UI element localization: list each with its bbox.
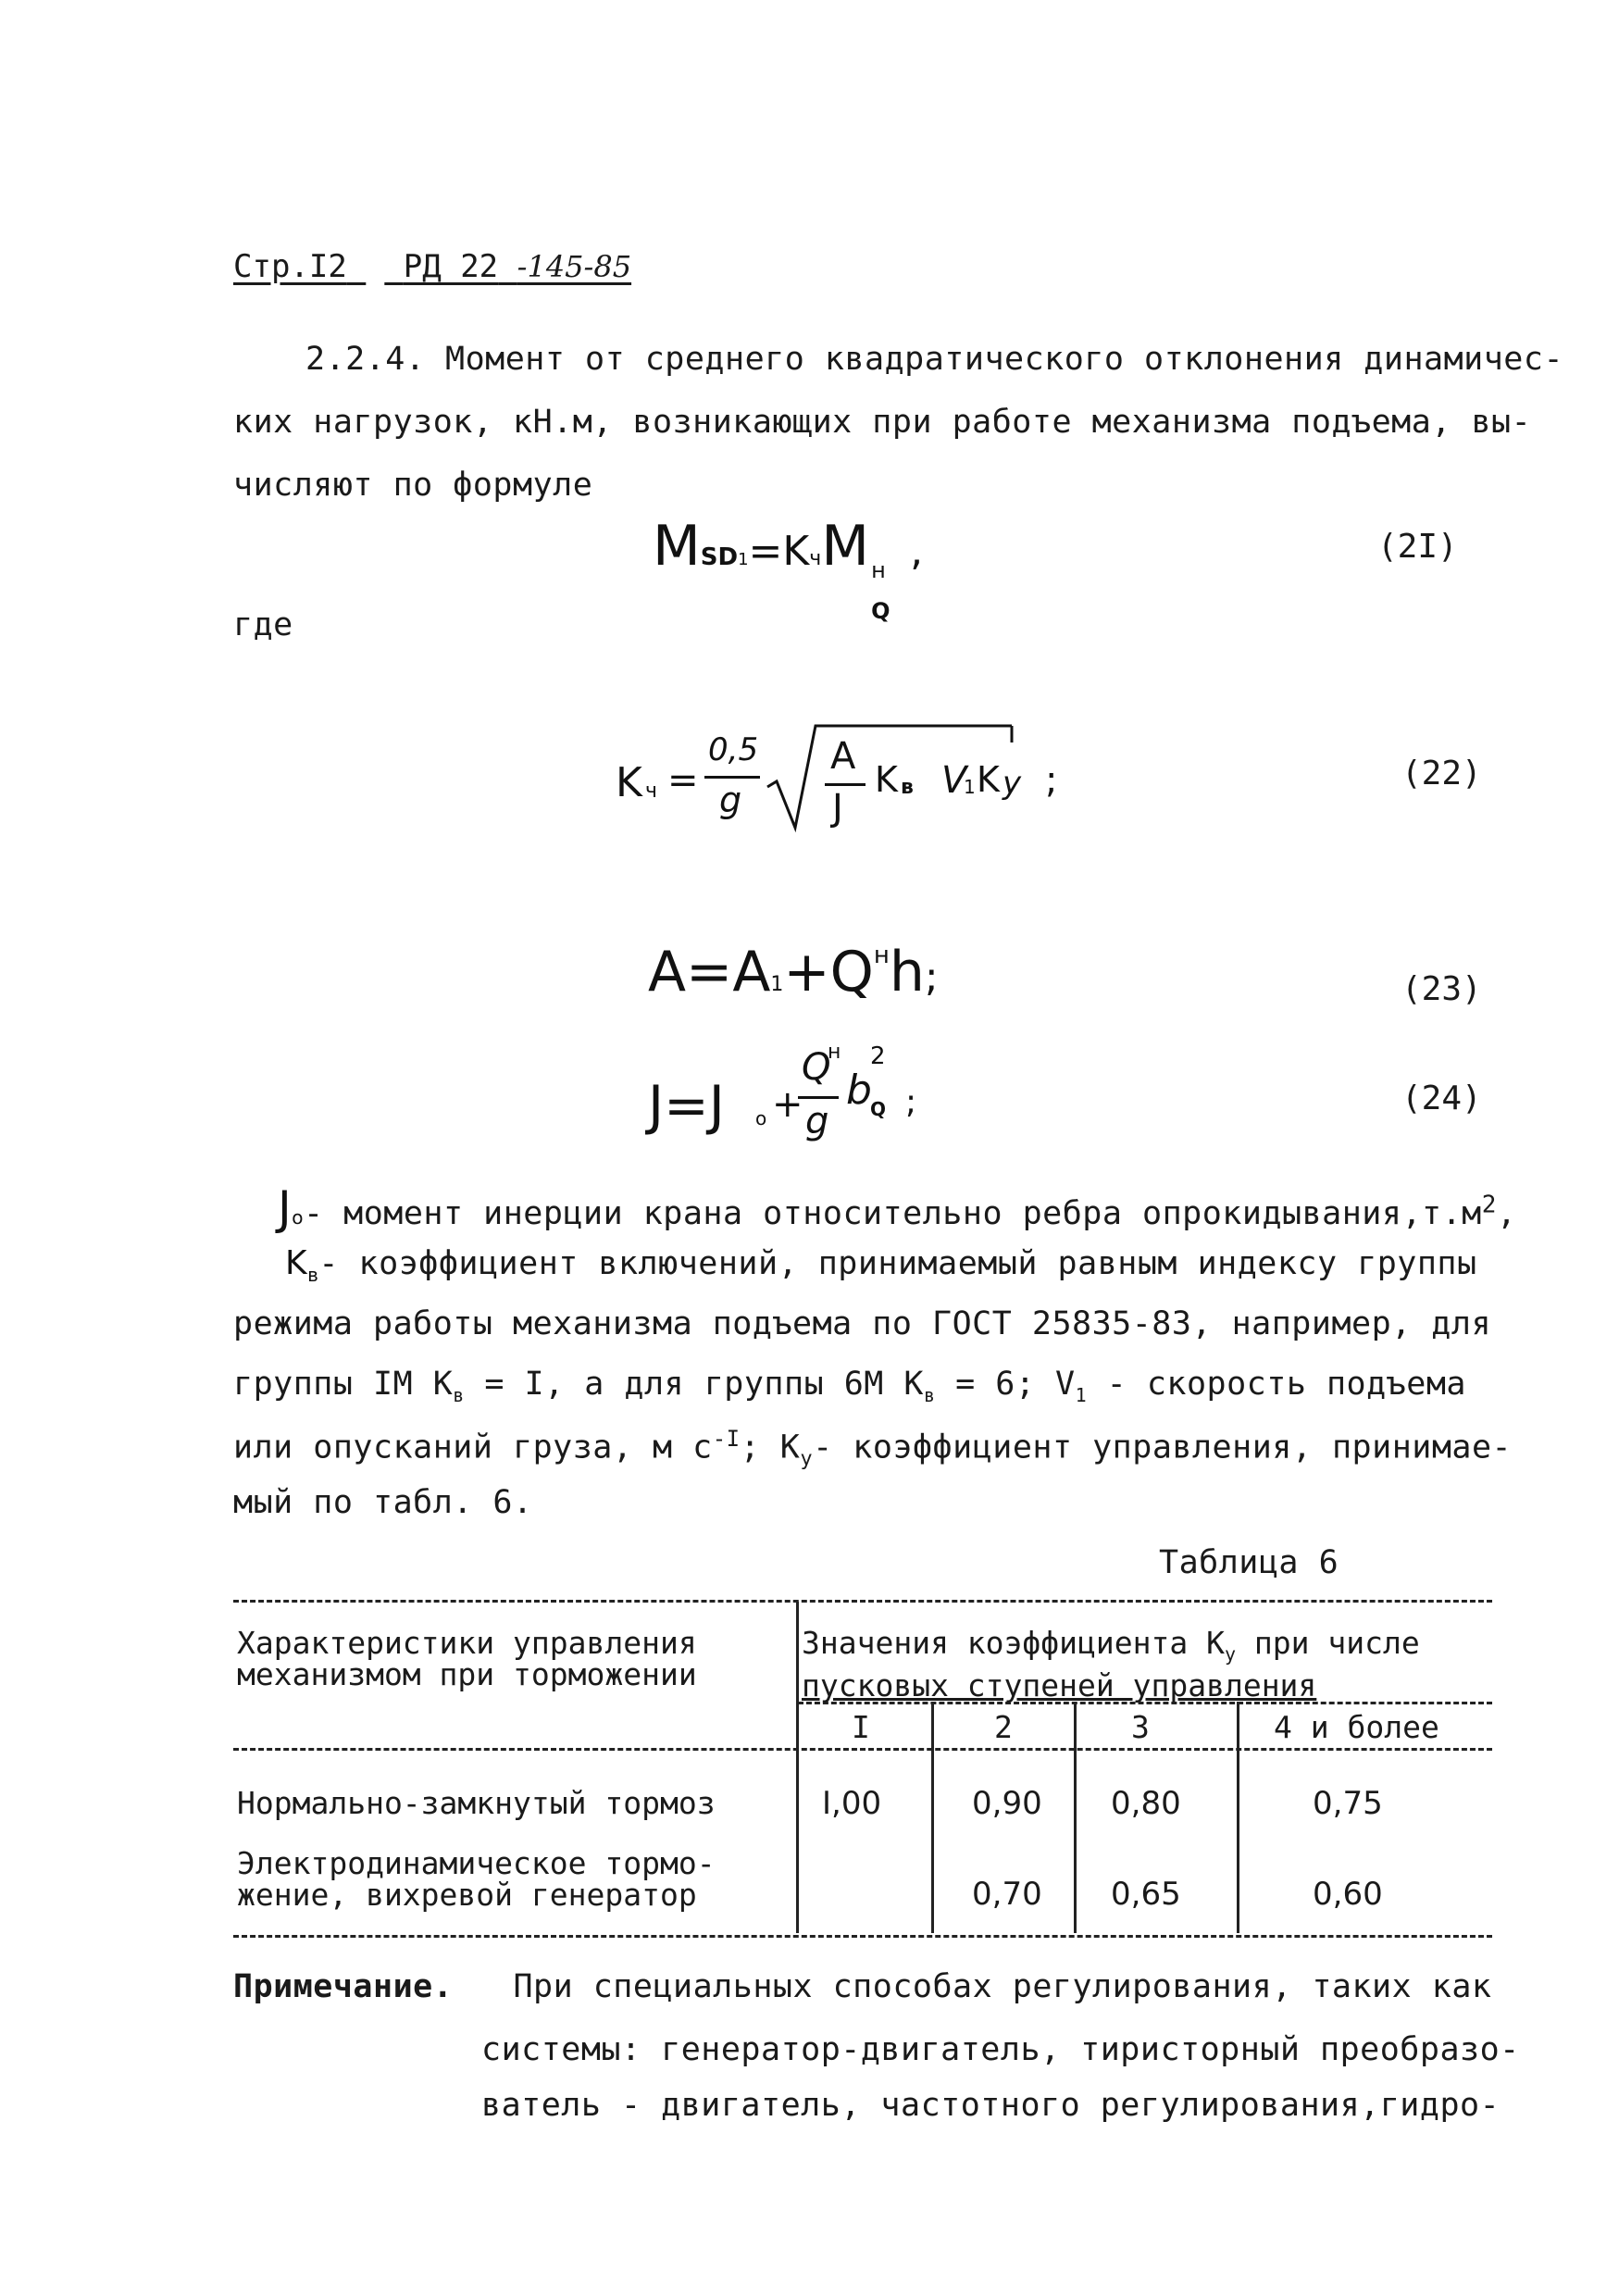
definition-line-3: режима работы механизма подъема по ГОСТ 25835-83, например, для	[233, 1305, 1492, 1342]
table-row-1-label: Нормально-замкнутый тормоз	[237, 1785, 716, 1821]
table-caption: Таблица 6	[1159, 1544, 1339, 1581]
page-header	[233, 248, 631, 285]
table-col-2-header: 2	[994, 1709, 1013, 1745]
document-code: РД 22	[403, 248, 499, 285]
formula-22-number: (22)	[1401, 755, 1482, 792]
formula-21-number: (2I)	[1377, 528, 1458, 566]
table-row-2-label: Электродинамическое тормо- жение, вихревой генератор	[237, 1845, 716, 1913]
table-divider-col-3	[1074, 1702, 1077, 1933]
section-text-line-2: ких нагрузок, кН.м, возникающих при работе механизма подъема, вы-	[233, 404, 1532, 441]
table-col-3-header: 3	[1131, 1709, 1150, 1745]
definition-j0: Jo- момент инерции крана относительно ребра $опрокидывания,т.м^2$,	[278, 1181, 1517, 1235]
section-text-line-3: числяют по формуле	[233, 467, 593, 504]
table-row-2-value-2: 0,70	[972, 1876, 1042, 1913]
table-row-1-value-3: 0,80	[1111, 1785, 1181, 1822]
table-header-rule	[233, 1748, 1492, 1751]
table-row-1-value-2: 0,90	[972, 1785, 1042, 1822]
table-head-right: Значения коэффициента $K_у$ при числе пусковых ступеней управления	[802, 1625, 1420, 1703]
table-row-1-value-4: 0,75	[1313, 1785, 1383, 1822]
formula-23-number: (23)	[1401, 970, 1482, 1008]
document-code-handwritten: -145-85	[517, 249, 632, 284]
note-line-3: ватель - двигатель, частотного регулирования,гидро-	[481, 2087, 1501, 2124]
note-label: Примечание.	[233, 1968, 454, 2005]
table-bottom-rule	[233, 1935, 1492, 1938]
definition-line-4: группы IM $K_в = I$, а для группы 6М $K_в = 6$; $V_1$ - скорость подъема	[233, 1366, 1466, 1406]
table-col-4-header: 4 и более	[1274, 1709, 1439, 1745]
formula-24: J=J o + Q н g b 2 Q ;	[648, 1041, 917, 1142]
page-number: Стр.I2	[233, 248, 347, 285]
table-top-rule	[233, 1600, 1492, 1603]
note-line-2: системы: генератор-двигатель, тиристорный преобразо-	[481, 2031, 1520, 2068]
table-row-2-value-4: 0,60	[1313, 1876, 1383, 1913]
formula-23: $A=A1+Q^нh$;	[648, 940, 939, 1004]
formula-22: K ч = 0,5 g A J K в V 1 K у ;	[616, 722, 1134, 842]
formula-21: MSD1=KчM н Q ,	[653, 514, 924, 624]
table-row-2-value-3: 0,65	[1111, 1876, 1181, 1913]
note-line-1: Примечание. При специальных способах регулирования, таких как	[233, 1968, 1492, 2005]
table-divider-col-2	[931, 1702, 934, 1933]
definition-kb: $K_в-$ коэффициент включений, принимаемый равным индексу группы	[285, 1244, 1477, 1286]
table-col-1-header: I	[852, 1709, 870, 1745]
table-divider-main	[796, 1602, 799, 1933]
table-row-1-value-1: I,00	[822, 1785, 882, 1822]
section-text-line-1: 2.2.4. Момент от среднего квадратического отклонения динамичес-	[305, 341, 1564, 378]
where-label: где	[233, 606, 293, 643]
table-head-left: Характеристики управления механизмом при торможении	[237, 1625, 697, 1692]
definition-line-5: или опусканий груза, м $с^{-I}$; $K_у-$ коэффициент управления, принимае-	[233, 1426, 1513, 1471]
formula-24-number: (24)	[1401, 1079, 1482, 1117]
definition-line-6: мый по табл. 6.	[233, 1484, 533, 1521]
table-divider-col-4	[1237, 1702, 1239, 1933]
